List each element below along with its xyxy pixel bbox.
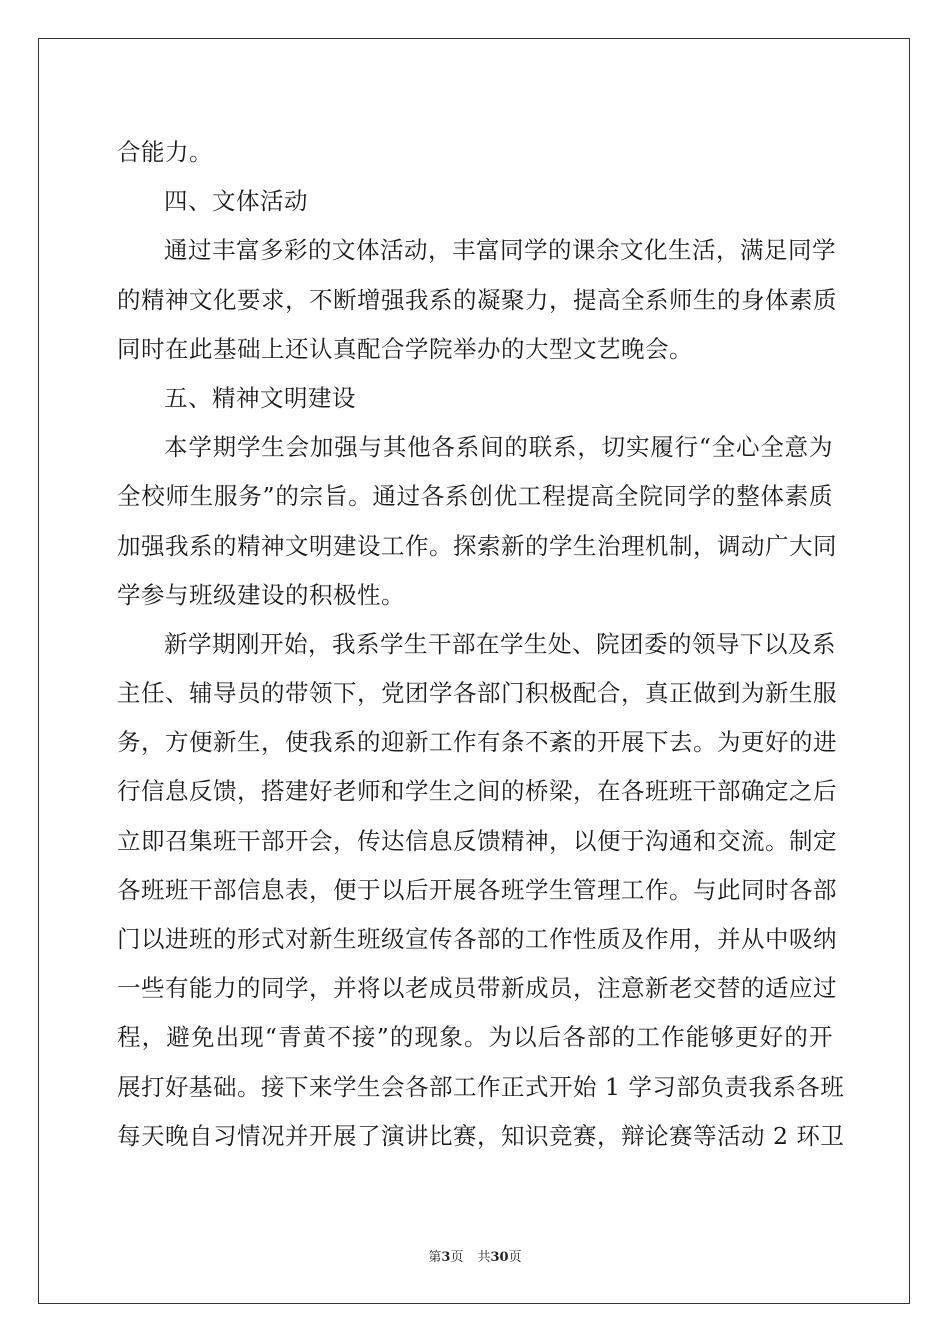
document-body <box>117 128 845 1161</box>
footer-page-prefix: 第 <box>428 1250 442 1265</box>
footer-total-prefix: 共 <box>477 1250 491 1265</box>
text-line: 合能力。 <box>117 138 213 166</box>
text-line: 程，避免出现“青黄不接”的现象。为以后各部的工作能够更好的开 <box>117 1023 833 1052</box>
text-line: 展打好基础。接下来学生会各部工作正式开始 1 学习部负责我系各班 <box>117 1072 845 1101</box>
text-line: 一些有能力的同学，并将以老成员带新成员，注意新老交替的适应过 <box>117 974 837 1003</box>
text-line: 学参与班级建设的积极性。 <box>117 580 405 609</box>
footer-page-number: 3 <box>441 1250 451 1265</box>
text-line: 加强我系的精神文明建设工作。探索新的学生治理机制，调动广大同 <box>117 531 837 560</box>
text-line: 务，方便新生，使我系的迎新工作有条不紊的开展下去。为更好的进 <box>117 728 837 757</box>
text-line: 的精神文化要求，不断增强我系的凝聚力，提高全系师生的身体素质 <box>117 285 837 314</box>
text-line: 本学期学生会加强与其他各系间的联系，切实履行“全心全意为 <box>164 433 833 462</box>
text-line: 门以进班的形式对新生班级宣传各部的工作性质及作用，并从中吸纳 <box>117 925 837 953</box>
text-line: 每天晚自习情况并开展了演讲比赛，知识竞赛，辩论赛等活动 2 环卫 <box>117 1121 845 1150</box>
text-line: 四、文体活动 <box>164 187 308 216</box>
page-footer <box>0 1246 950 1265</box>
text-line: 主任、辅导员的带领下，党团学各部门积极配合，真正做到为新生服 <box>117 679 837 708</box>
text-line: 通过丰富多彩的文体活动，丰富同学的课余文化生活，满足同学 <box>164 236 836 265</box>
text-line: 五、精神文明建设 <box>164 383 356 412</box>
footer-page-suffix: 页 <box>450 1250 464 1265</box>
text-line: 行信息反馈，搭建好老师和学生之间的桥梁，在各班班干部确定之后 <box>117 777 837 806</box>
text-line: 新学期刚开始，我系学生干部在学生处、院团委的领导下以及系 <box>164 629 836 658</box>
text-line: 各班班干部信息表，便于以后开展各班学生管理工作。与此同时各部 <box>117 875 837 904</box>
text-line: 全校师生服务”的宗旨。通过各系创优工程提高全院同学的整体素质 <box>117 482 833 511</box>
footer-total-number: 30 <box>490 1250 509 1265</box>
text-line: 立即召集班干部开会，传达信息反馈精神，以便于沟通和交流。制定 <box>117 826 837 855</box>
text-line: 同时在此基础上还认真配合学院举办的大型文艺晚会。 <box>117 334 693 363</box>
footer-total-suffix: 页 <box>508 1250 522 1265</box>
